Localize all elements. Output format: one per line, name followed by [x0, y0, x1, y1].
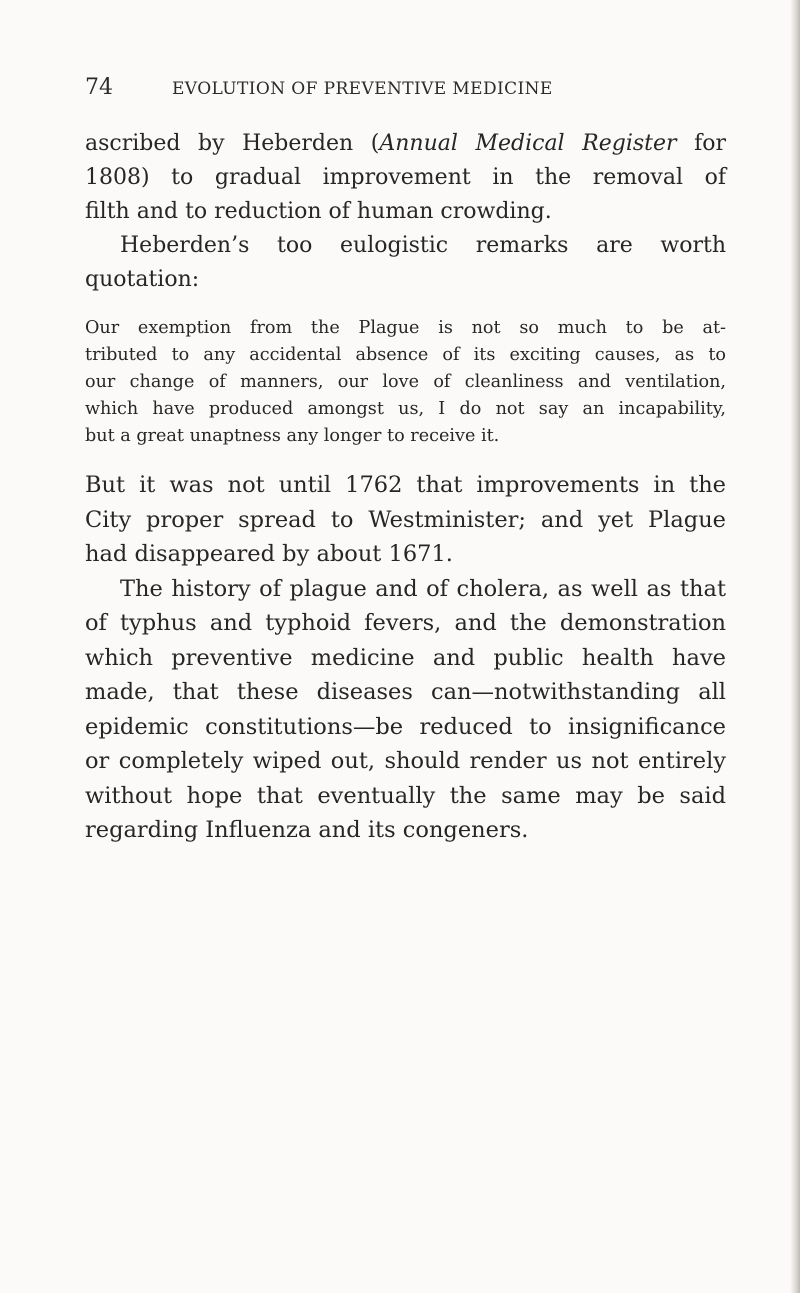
text-span: for: [676, 131, 726, 156]
paragraph-1: [85, 127, 726, 229]
paragraph-1-line: [85, 127, 726, 161]
text-span: ascribed by Heberden (: [85, 131, 380, 156]
running-head: EVOLUTION OF PREVENTIVE MEDICINE: [172, 79, 553, 99]
body-text: [85, 127, 726, 848]
paragraph-4-line: The history of plague and of cholera, as well as that: [120, 575, 726, 602]
paragraph-3-line: City proper spread to Westminister; and yet Plague: [85, 506, 726, 533]
paragraph-4-line: which preventive medicine and public health have: [85, 644, 726, 671]
block-quotation: [85, 315, 726, 450]
italic-title: Annual Medical Register: [379, 131, 677, 156]
paragraph-4-line: or completely wiped out, should render us not entirely: [85, 748, 726, 774]
paragraph-1-line: 1808) to gradual improvement in the removal of: [85, 165, 726, 190]
paragraph-4-line: of typhus and typhoid fevers, and the demonstration: [85, 610, 726, 636]
quotation-line: which have produced amongst us, I do not say an incapability,: [85, 399, 726, 419]
quotation-line: tributed to any accidental absence of its exciting causes, as to: [85, 345, 726, 365]
quotation-line: but a great unaptness any longer to receive it.: [85, 426, 500, 446]
quotation-line: our change of manners, our love of cleanliness and ventilation,: [85, 372, 726, 392]
quotation-line: Our exemption from the Plague is not so much to be at-: [85, 318, 726, 338]
paragraph-3-line: But it was not until 1762 that improvements in the: [85, 472, 726, 498]
page-header: [85, 72, 725, 108]
page-number: 74: [85, 75, 113, 100]
paragraph-4-line: regarding Influenza and its congeners.: [85, 817, 529, 843]
paragraph-2: [85, 229, 726, 297]
paragraph-3: [85, 468, 726, 572]
paragraph-2-line: quotation:: [85, 267, 200, 292]
paragraph-4-line: without hope that eventually the same may be said: [85, 782, 726, 809]
page-edge-shadow: [790, 0, 800, 1293]
paragraph-3-line: had disappeared by about 1671.: [85, 541, 453, 567]
paragraph-1-line: filth and to reduction of human crowding.: [85, 199, 552, 224]
paragraph-4-line: made, that these diseases can—notwithstanding all: [85, 679, 726, 705]
paragraph-2-line: Heberden’s too eulogistic remarks are worth: [120, 233, 726, 258]
paragraph-4: [85, 572, 726, 848]
paragraph-4-line: epidemic constitutions—be reduced to insignificance: [85, 713, 726, 740]
